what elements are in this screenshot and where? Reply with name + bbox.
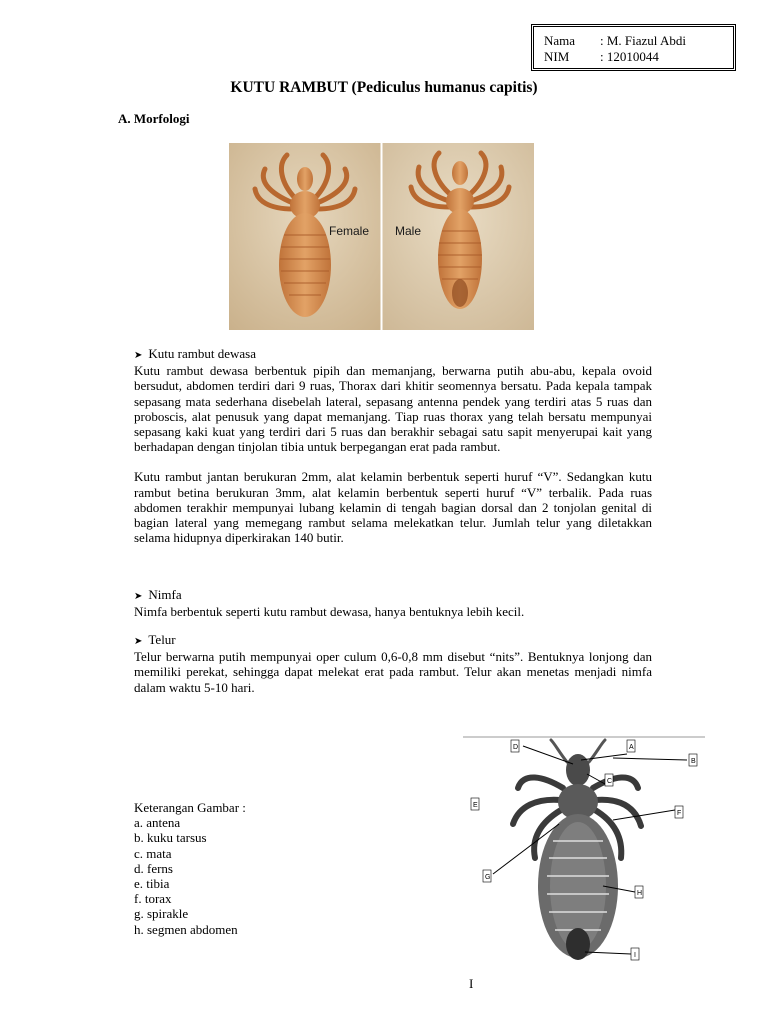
egg-heading-row (134, 632, 652, 649)
arrow-bullet-icon: ➤ (134, 636, 143, 647)
name-row (544, 33, 733, 49)
nymph-heading-row (134, 587, 652, 604)
diagram-label-c: C (607, 778, 613, 785)
section-heading-morfologi: A. Morfologi (118, 111, 190, 126)
adult-section (134, 346, 652, 545)
adult-paragraph-2: Kutu rambut jantan berukuran 2mm, alat kelamin berbentuk seperti huruf “V”. Sedangkan kutu rambut betina berukuran 3mm, alat kelamin berbentuk seperti huruf “V” terbalik. Pada ruas abdomen terakhir mempunyai lubang kelamin di tengah bagian dorsal dan 2 tonjolan genital di bagian lateral yang memegang rambut selama melekatkan telur. Jumlah telur yang diletakkan selama hidupnya diperkirakan 140 butir. (134, 469, 652, 546)
diagram-label-d: D (513, 744, 519, 751)
nim-label: NIM (544, 49, 570, 64)
female-label: Female (329, 224, 370, 238)
legend-item: b. kuku tarsus (134, 830, 207, 846)
diagram-label-e: E (473, 802, 478, 809)
arrow-bullet-icon: ➤ (134, 350, 143, 361)
legend-item: e. tibia (134, 876, 170, 892)
student-identity-box (531, 24, 736, 71)
nymph-text: Nimfa berbentuk seperti kutu rambut dewasa, hanya bentuknya lebih kecil. (134, 604, 525, 620)
legend-item: g. spirakle (134, 906, 189, 922)
diagram-label-g: G (485, 874, 491, 881)
document-title: KUTU RAMBUT (Pediculus humanus capitis) (230, 79, 538, 96)
legend-item: f. torax (134, 891, 172, 907)
legend-item: d. ferns (134, 860, 173, 876)
arrow-bullet-icon: ➤ (134, 591, 143, 602)
page-mark: I (469, 976, 474, 991)
diagram-label-a: A (629, 744, 634, 751)
legend-item: h. segmen abdomen (134, 921, 238, 937)
name-value: : M. Fiazul Abdi (600, 33, 686, 48)
lice-photo (229, 143, 534, 330)
diagram-label-i: I (634, 952, 636, 959)
adult-paragraph-1: Kutu rambut dewasa berbentuk pipih dan memanjang, berwarna putih abu-abu, kepala ovoid bersudut, abdomen terdiri dari 9 ruas, Thorax dari khitir seomennya bersatu. Pada kepala tampak sepasang mata sederhana disebelah lateral, sepasang antenna pendek yang terdiri atas 5 ruas dan proboscis, alat penusuk yang dapat memanjang. Tiap ruas thorax yang telah bersatu mempunyai sepasang kaki kuat yang terdiri dari 5 ruas dan berakhir sebagai satu sapit menyerupai kait yang berhadapan dengan tinjolan tibia untuk berpegangan erat pada rambut. (134, 363, 652, 455)
egg-heading: Telur (148, 632, 176, 647)
male-label: Male (395, 224, 422, 238)
nim-value: : 12010044 (600, 49, 659, 64)
nymph-heading: Nimfa (148, 587, 182, 602)
legend-item: a. antena (134, 815, 181, 831)
nim-row (544, 49, 733, 65)
diagram-label-h: H (637, 890, 643, 897)
diagram-label-f: F (677, 810, 682, 817)
legend-title: Keterangan Gambar : (134, 800, 246, 815)
legend-item: c. mata (134, 845, 172, 861)
diagram-label-b: B (691, 758, 696, 765)
egg-section (134, 632, 652, 695)
louse-anatomy-diagram (463, 736, 705, 994)
adult-heading-row (134, 346, 652, 363)
adult-heading: Kutu rambut dewasa (148, 346, 256, 361)
name-label: Nama (544, 33, 576, 48)
nymph-section (134, 587, 652, 619)
figure-legend (134, 800, 246, 937)
egg-text: Telur berwarna putih mempunyai oper culum 0,6-0,8 mm disebut “nits”. Bentuknya lonjong dan memiliki perekat, sehingga dapat melekat erat pada rambut. Telur akan menetas menjadi nimfa dalam waktu 5-10 hari. (134, 649, 652, 695)
